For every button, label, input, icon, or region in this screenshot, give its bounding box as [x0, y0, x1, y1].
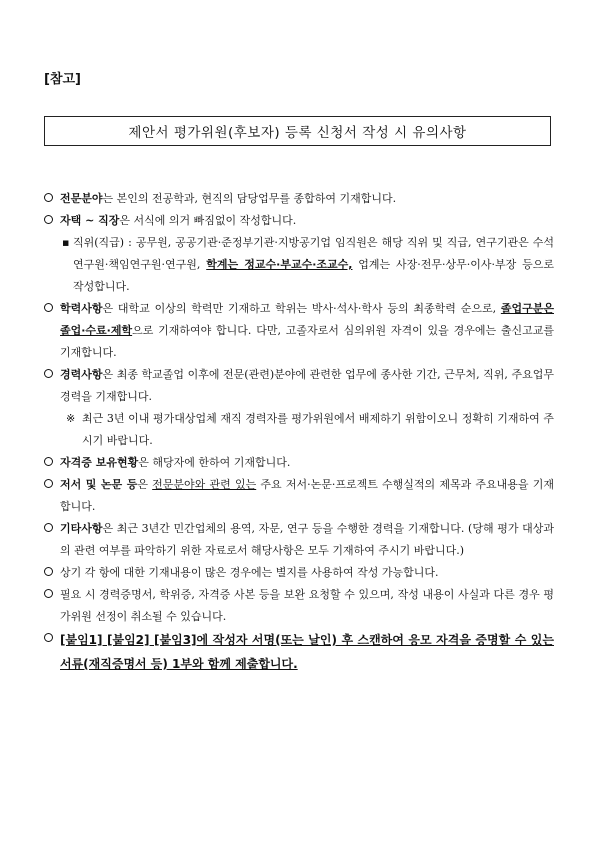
circle-bullet-icon — [44, 457, 53, 466]
item-text: 은 대학교 이상의 학력만 기재하고 학위는 박사·석사·학사 등의 최종학력 순으로, — [102, 302, 501, 315]
item-text: 은 서식에 의거 빠짐없이 작성합니다. — [119, 214, 297, 227]
guideline-list — [42, 188, 554, 676]
note-text: 최근 3년 이내 평가대상업체 재직 경력자를 평가위원에서 배제하기 위함이오니 정확히 기재하여 주시기 바랍니다. — [82, 412, 554, 447]
item-keyword: 자택 ~ 직장 — [60, 214, 120, 227]
guideline-item-certificate — [42, 452, 554, 474]
circle-bullet-icon — [44, 369, 53, 378]
guideline-note-career — [42, 408, 554, 452]
circle-bullet-icon — [44, 193, 53, 202]
item-text: 은 해당자에 한하여 기재합니다. — [138, 456, 291, 469]
circle-bullet-icon — [44, 479, 53, 488]
item-text: 으로 기재하여야 합니다. 다만, 고졸자로서 심의위원 자격이 있을 경우에는 출신고교를 기재합니다. — [60, 324, 554, 359]
guideline-item-other — [42, 518, 554, 562]
item-keyword: 저서 및 논문 등 — [60, 478, 138, 491]
guideline-item-extra-sheet — [42, 562, 554, 584]
guideline-item-career — [42, 364, 554, 408]
guideline-item-education — [42, 298, 554, 364]
circle-bullet-icon — [44, 633, 53, 642]
item-text: 주요 저서·논문·프로젝트 수행실적의 제목과 주요내용을 기재합니다. — [60, 478, 555, 513]
item-keyword: 전문분야 — [60, 192, 103, 205]
square-bullet-icon: ▪ — [62, 236, 70, 249]
item-text: 은 최근 3년간 민간업체의 용역, 자문, 연구 등을 수행한 경력을 기재합니다. (당해 평가 대상과의 관련 여부를 파악하기 위한 자료로서 해당사항은 모두 기재하여 주시기 바랍니다.) — [60, 522, 554, 557]
item-text: 는 본인의 전공학과, 현직의 담당업무를 종합하여 기재합니다. — [102, 192, 397, 205]
document-title: 제안서 평가위원(후보자) 등록 신청서 작성 시 유의사항 — [128, 125, 467, 141]
item-text: 필요 시 경력증명서, 학위증, 자격증 사본 등을 보완 요청할 수 있으며, 작성 내용이 사실과 다른 경우 평가위원 선정이 취소될 수 있습니다. — [60, 588, 554, 623]
guideline-subitem-position — [42, 232, 554, 298]
guideline-item-submission — [42, 628, 554, 676]
circle-bullet-icon — [44, 567, 53, 576]
item-keyword: 학력사항 — [60, 302, 103, 315]
title-box — [44, 116, 551, 146]
reference-label: [참고] — [44, 72, 81, 87]
item-text: 은 최종 학교졸업 이후에 전문(관련)분야에 관련한 업무에 종사한 기간, 근무처, 직위, 주요업무 경력을 기재합니다. — [60, 368, 554, 403]
item-emphasis: 졸업구분은 졸업·수료·제학 — [60, 302, 554, 337]
guideline-item-verification — [42, 584, 554, 628]
item-text: 업계는 사장·전무·상무·이사·부장 등으로 작성합니다. — [73, 258, 554, 293]
circle-bullet-icon — [44, 523, 53, 532]
item-keyword: 자격증 보유현황 — [60, 456, 139, 469]
item-text: 상기 각 항에 대한 기재내용이 많은 경우에는 별지를 사용하여 작성 가능합니다. — [60, 566, 439, 579]
reference-mark-icon: ※ — [66, 412, 76, 425]
item-keyword: 경력사항 — [60, 368, 103, 381]
guideline-item-specialty — [42, 188, 554, 210]
circle-bullet-icon — [44, 589, 53, 598]
item-text: 은 — [137, 478, 153, 491]
item-text: 직위(직급) : 공무원, 공공기관·준정부기관·지방공기업 임직원은 해당 직위 및 직급, 연구기관은 수석연구원·책임연구원·연구원, — [73, 236, 554, 271]
guideline-item-publications — [42, 474, 554, 518]
circle-bullet-icon — [44, 303, 53, 312]
item-keyword: 기타사항 — [60, 522, 103, 535]
item-emphasis: 학계는 정교수·부교수·조교수, — [206, 258, 353, 271]
circle-bullet-icon — [44, 215, 53, 224]
item-underlined: 전문분야와 관련 있는 — [152, 478, 257, 491]
guideline-item-address — [42, 210, 554, 232]
item-emphasis: [붙임1] [붙임2] [붙임3]에 작성자 서명(또는 날인) 후 스캔하여 응모 자격을 증명할 수 있는 서류(재직증명서 등) 1부와 함께 제출합니다. — [60, 633, 554, 671]
